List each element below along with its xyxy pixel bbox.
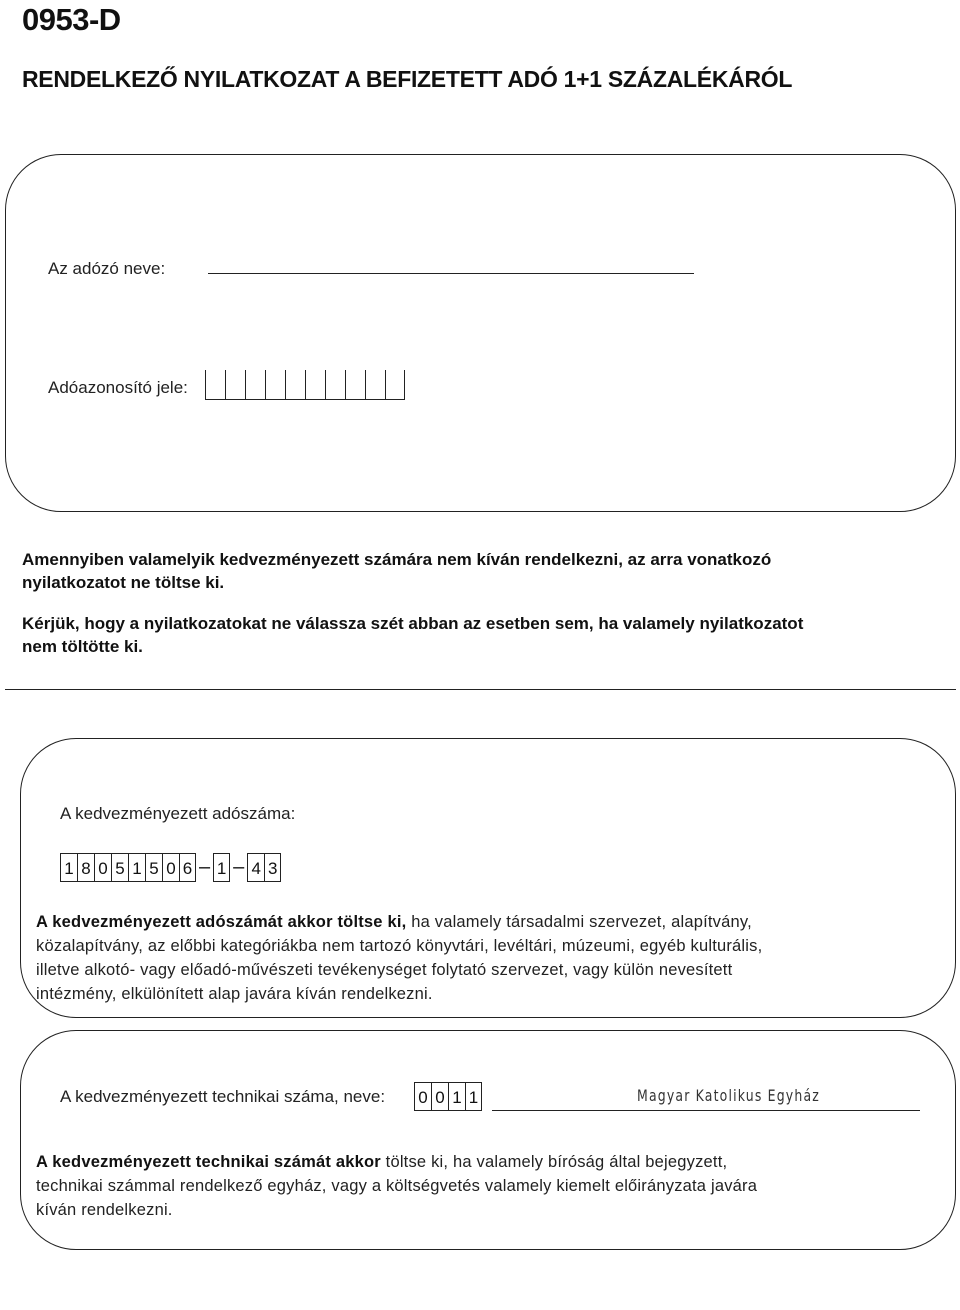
- digit-box[interactable]: 1: [448, 1082, 465, 1111]
- section-divider: [5, 689, 956, 690]
- beneficiary-info-line-3: illetve alkotó- vagy előadó-művészeti tevékenységet folytató szervezet, vagy külön nevesített: [36, 961, 733, 979]
- taxpayer-name-field[interactable]: [208, 273, 694, 274]
- technical-info-text: töltse ki, ha valamely bíróság által bejegyzett,: [380, 1153, 728, 1171]
- taxpayer-panel: [5, 154, 956, 512]
- technical-info-emphasis: A kedvezményezett technikai számát akkor: [36, 1153, 381, 1171]
- digit-box[interactable]: 1: [60, 853, 77, 882]
- digit-box[interactable]: 1: [465, 1082, 482, 1111]
- taxpayer-tax-id-field[interactable]: [205, 370, 405, 400]
- tax-number-part-3: [247, 853, 281, 882]
- beneficiary-tax-number-field[interactable]: [60, 853, 281, 882]
- beneficiary-info: [36, 910, 936, 1006]
- tax-id-digit-box[interactable]: [385, 370, 405, 400]
- beneficiary-info-line-1: [36, 910, 936, 934]
- digit-box[interactable]: 4: [247, 853, 264, 882]
- notice-2-line-2: nem töltötte ki.: [22, 637, 143, 656]
- tax-id-digit-box[interactable]: [225, 370, 245, 400]
- tax-id-digit-box[interactable]: [325, 370, 345, 400]
- digit-box[interactable]: 0: [94, 853, 111, 882]
- digit-box[interactable]: 1: [213, 853, 230, 882]
- beneficiary-info-emphasis: A kedvezményezett adószámát akkor töltse ki,: [36, 913, 407, 931]
- tax-id-digit-box[interactable]: [285, 370, 305, 400]
- technical-info-line-1: [36, 1150, 916, 1174]
- beneficiary-info-text: ha valamely társadalmi szervezet, alapítvány,: [406, 913, 752, 931]
- tax-id-digit-box[interactable]: [365, 370, 385, 400]
- form-title: RENDELKEZŐ NYILATKOZAT A BEFIZETETT ADÓ 1+1 SZÁZALÉKÁRÓL: [22, 66, 793, 92]
- tax-id-digit-box[interactable]: [345, 370, 365, 400]
- beneficiary-info-line-2: közalapítvány, az előbbi kategóriákba nem tartozó könyvtári, levéltári, múzeumi, egyéb kulturális,: [36, 937, 763, 955]
- notice-1-line-1: Amennyiben valamelyik kedvezményezett számára nem kíván rendelkezni, az arra vonatkozó: [22, 550, 772, 569]
- digit-box[interactable]: 0: [162, 853, 179, 882]
- notice-1: [22, 548, 771, 594]
- tax-number-separator: –: [233, 856, 245, 878]
- digit-box[interactable]: 5: [111, 853, 128, 882]
- technical-name-line[interactable]: [492, 1110, 920, 1111]
- taxpayer-tax-id-label: Adóazonosító jele:: [48, 378, 188, 397]
- beneficiary-tax-number-label: A kedvezményezett adószáma:: [60, 804, 296, 823]
- technical-number-field[interactable]: [414, 1082, 482, 1111]
- digit-box[interactable]: 8: [77, 853, 94, 882]
- tax-number-part-2: [213, 853, 230, 882]
- digit-box[interactable]: 6: [179, 853, 196, 882]
- technical-number-label: A kedvezményezett technikai száma, neve:: [60, 1087, 386, 1106]
- tax-number-separator: –: [199, 856, 211, 878]
- digit-box[interactable]: 0: [414, 1082, 431, 1111]
- notice-2: [22, 612, 803, 658]
- notice-2-line-1: Kérjük, hogy a nyilatkozatokat ne válassza szét abban az esetben sem, ha valamely nyilatkozatot: [22, 614, 804, 633]
- digit-box[interactable]: 1: [128, 853, 145, 882]
- technical-info-line-3: kíván rendelkezni.: [36, 1201, 173, 1219]
- tax-number-part-1: [60, 853, 196, 882]
- digit-box[interactable]: 5: [145, 853, 162, 882]
- technical-info: [36, 1150, 916, 1222]
- notice-1-line-2: nyilatkozatot ne töltse ki.: [22, 573, 225, 592]
- digit-box[interactable]: 3: [264, 853, 281, 882]
- tax-id-digit-box[interactable]: [305, 370, 325, 400]
- taxpayer-name-label: Az adózó neve:: [48, 259, 166, 278]
- tax-id-digit-box[interactable]: [245, 370, 265, 400]
- tax-id-digit-box[interactable]: [205, 370, 225, 400]
- beneficiary-info-line-4: intézmény, elkülönített alap javára kíván rendelkezni.: [36, 985, 433, 1003]
- digit-box[interactable]: 0: [431, 1082, 448, 1111]
- technical-beneficiary-name: Magyar Katolikus Egyház: [637, 1086, 820, 1105]
- tax-id-digit-box[interactable]: [265, 370, 285, 400]
- form-code: 0953-D: [22, 2, 121, 37]
- technical-info-line-2: technikai számmal rendelkező egyház, vagy a költségvetés valamely kiemelt előirányzata javára: [36, 1177, 758, 1195]
